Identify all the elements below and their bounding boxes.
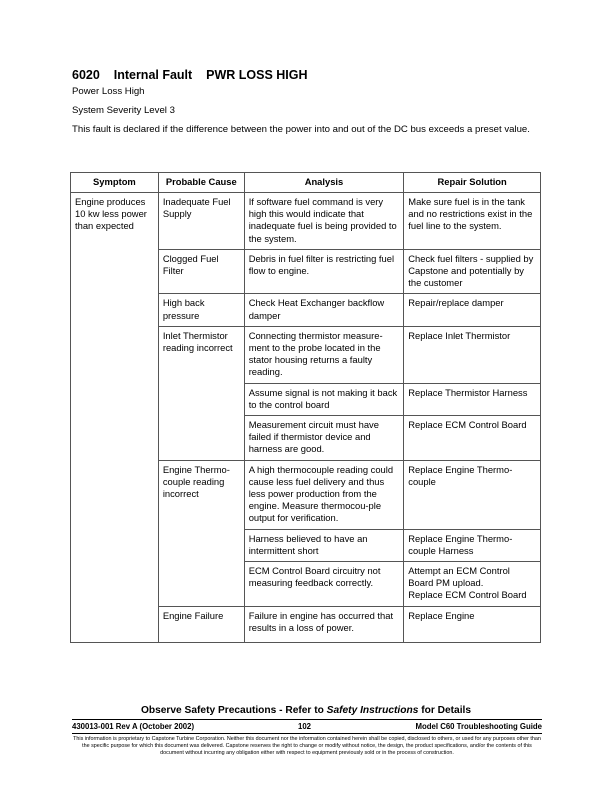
analysis-cell: Measurement circuit must have failed if thermistor device and harness are good. — [244, 416, 404, 461]
warning-suffix: for Details — [418, 705, 472, 716]
repair-line: Replace ECM Control Board — [408, 589, 527, 601]
fault-subtitle: PWR LOSS HIGH — [206, 68, 308, 82]
fault-code: 6020 — [72, 68, 100, 82]
warning-prefix: Observe Safety Precautions - Refer to — [140, 705, 327, 716]
analysis-cell: Harness believed to have an intermittent short — [244, 529, 404, 561]
fault-table — [70, 172, 541, 643]
cause-cell: High back pressure — [158, 294, 244, 326]
analysis-cell: Debris in fuel filter is restricting fuel flow to engine. — [244, 249, 404, 294]
repair-cell: Check fuel filters - supplied by Capstone and potentially by the customer — [404, 249, 541, 294]
footer-rule — [72, 719, 542, 720]
analysis-cell: If software fuel command is very high this would indicate that inadequate fuel is being provided to the system. — [244, 193, 404, 250]
header-cause: Probable Cause — [158, 173, 244, 193]
fault-name: Internal Fault — [113, 68, 193, 82]
analysis-cell: A high thermocouple reading could cause less fuel delivery and thus less power production from the engine. Measure thermocou-ple output for verification. — [244, 460, 404, 529]
repair-cell: Replace Engine — [404, 606, 541, 642]
power-loss-line: Power Loss High — [72, 86, 145, 97]
fault-heading — [72, 68, 308, 82]
repair-cell: Replace Thermistor Harness — [404, 383, 541, 415]
repair-cell — [404, 562, 541, 607]
fault-description: This fault is declared if the difference between the power into and out of the DC bus exceeds a preset value. — [72, 124, 530, 135]
page-number: 102 — [298, 722, 312, 731]
table-header-row — [71, 173, 541, 193]
repair-cell: Replace Engine Thermo-couple Harness — [404, 529, 541, 561]
severity-line: System Severity Level 3 — [72, 105, 175, 116]
analysis-cell: Connecting thermistor measure-ment to the probe located in the stator housing returns a faulty reading. — [244, 326, 404, 383]
analysis-cell: ECM Control Board circuitry not measuring feedback correctly. — [244, 562, 404, 607]
analysis-cell: Check Heat Exchanger backflow damper — [244, 294, 404, 326]
repair-cell: Repair/replace damper — [404, 294, 541, 326]
repair-cell: Replace Engine Thermo-couple — [404, 460, 541, 529]
header-symptom: Symptom — [71, 173, 159, 193]
safety-warning — [0, 705, 612, 716]
header-analysis: Analysis — [244, 173, 404, 193]
table-row — [71, 193, 541, 250]
symptom-cell: Engine produces 10 kw less power than expected — [71, 193, 159, 643]
cause-cell: Inlet Thermistor reading incorrect — [158, 326, 244, 460]
repair-cell: Replace ECM Control Board — [404, 416, 541, 461]
footer-rule-2 — [72, 733, 542, 734]
header-repair: Repair Solution — [404, 173, 541, 193]
analysis-cell: Assume signal is not making it back to the control board — [244, 383, 404, 415]
repair-cell: Make sure fuel is in the tank and no restrictions exist in the fuel line to the system. — [404, 193, 541, 250]
cause-cell: Clogged Fuel Filter — [158, 249, 244, 294]
analysis-cell: Failure in engine has occurred that results in a loss of power. — [244, 606, 404, 642]
repair-line: Attempt an ECM Control Board PM upload. — [408, 565, 510, 589]
fine-print: This information is proprietary to Capstone Turbine Corporation. Neither this document nor the information contained herein shall be copied, disclosed to others, or used for any purposes other than the specific purpose for which this document was delivered. Capstone reserves the right to change or modify without notice, the design, the product specifications, and/or the contents of this document without incurring any obligation either with respect to equipment previously sold or in the process of construction. — [73, 736, 541, 756]
repair-cell: Replace Inlet Thermistor — [404, 326, 541, 383]
cause-cell: Engine Thermo-couple reading incorrect — [158, 460, 244, 606]
doc-id: 430013-001 Rev A (October 2002) — [72, 722, 195, 731]
warning-italic: Safety Instructions — [326, 705, 419, 716]
cause-cell: Engine Failure — [158, 606, 244, 642]
cause-cell: Inadequate Fuel Supply — [158, 193, 244, 250]
guide-title: Model C60 Troubleshooting Guide — [415, 722, 542, 731]
